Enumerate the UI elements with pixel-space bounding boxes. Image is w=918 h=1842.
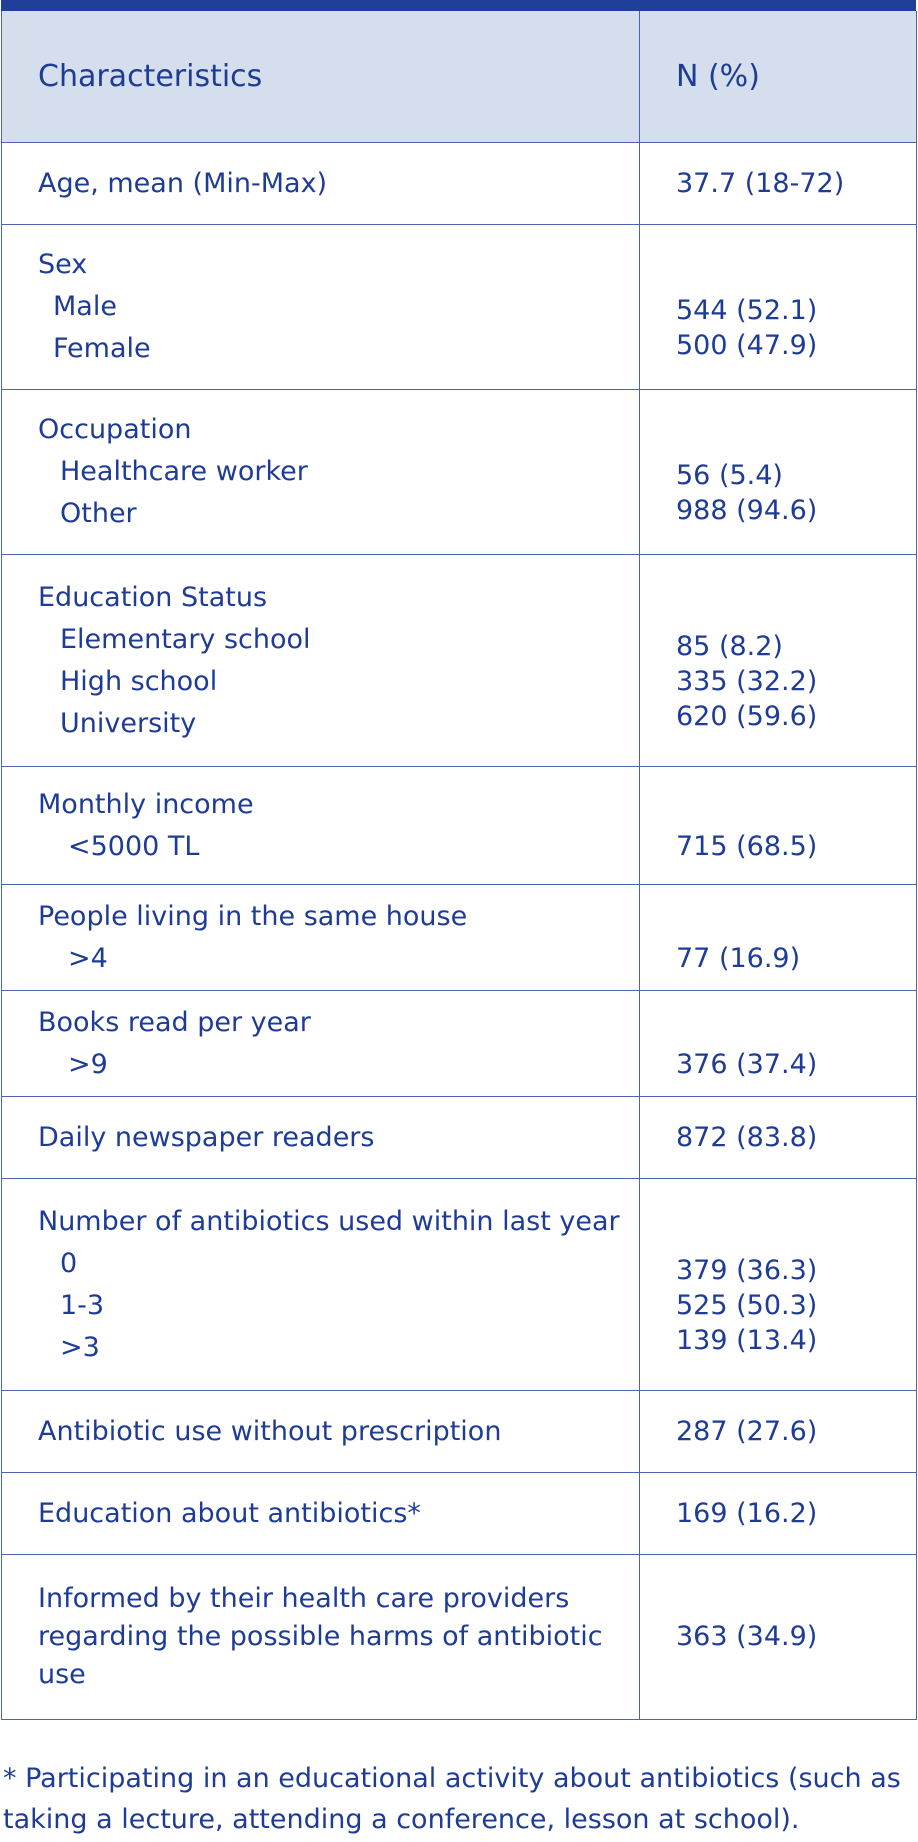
characteristics-table (1, 0, 916, 1720)
table-row (2, 555, 917, 767)
group-title-monthly-income: Monthly income (38, 788, 254, 820)
table-row (2, 1179, 917, 1391)
value-elementary-school: 85 (8.2) (676, 631, 783, 662)
value-female: 500 (47.9) (676, 330, 818, 361)
row-values-antibiotics-count (640, 1179, 917, 1391)
sub-item-high-school: High school (60, 665, 218, 697)
table-row (2, 1473, 917, 1555)
row-values-people-living (640, 885, 917, 991)
row-label-education-status (2, 555, 640, 767)
group-title-antibiotics-count: Number of antibiotics used within last year (38, 1205, 620, 1237)
header-row (2, 11, 917, 143)
row-value-education-antibiotics: 169 (16.2) (640, 1473, 917, 1555)
row-label-sex (2, 225, 640, 390)
row-label-age: Age, mean (Min-Max) (2, 143, 640, 225)
value-healthcare-worker: 56 (5.4) (676, 460, 783, 491)
table-row (2, 885, 917, 991)
value-people-over-4: 77 (16.9) (676, 943, 801, 974)
row-values-monthly-income (640, 767, 917, 885)
row-values-occupation (640, 390, 917, 555)
row-label-books-read (2, 991, 640, 1097)
table-top-bar (1, 0, 916, 11)
footnote-line-1: * Participating in an educational activity about antibiotics (such as (3, 1763, 901, 1794)
table-row (2, 390, 917, 555)
informed-line-1: Informed by their health care providers (38, 1583, 570, 1614)
header-n-percent: N (%) (640, 11, 917, 143)
footnote-line-2: taking a lecture, attending a conference, lesson at school). (3, 1804, 800, 1835)
row-values-books-read (640, 991, 917, 1097)
informed-line-3: use (38, 1659, 86, 1690)
group-title-people-living: People living in the same house (38, 900, 468, 932)
value-university: 620 (59.6) (676, 701, 818, 732)
table-row (2, 1097, 917, 1179)
group-title-occupation: Occupation (38, 414, 192, 445)
sub-item-people-over-4: >4 (68, 942, 108, 974)
table-row (2, 991, 917, 1097)
sub-item-female: Female (53, 333, 151, 364)
footnote (3, 1758, 903, 1840)
header-characteristics: Characteristics (2, 11, 640, 143)
table-row (2, 767, 917, 885)
value-over-three: 139 (13.4) (676, 1325, 818, 1356)
table-row (2, 225, 917, 390)
sub-item-university: University (60, 707, 197, 739)
row-label-occupation (2, 390, 640, 555)
sub-item-one-to-three: 1-3 (60, 1289, 105, 1321)
sub-item-male: Male (53, 291, 117, 322)
sub-item-elementary-school: Elementary school (60, 623, 311, 655)
row-value-informed-by-providers: 363 (34.9) (640, 1555, 917, 1720)
row-value-daily-newspaper: 872 (83.8) (640, 1097, 917, 1179)
row-label-without-prescription: Antibiotic use without prescription (2, 1391, 640, 1473)
sub-item-zero: 0 (60, 1247, 78, 1279)
value-income-under-5000: 715 (68.5) (676, 831, 818, 862)
row-label-informed-by-providers (2, 1555, 640, 1720)
sub-item-other: Other (60, 498, 137, 529)
row-value-without-prescription: 287 (27.6) (640, 1391, 917, 1473)
table-row (2, 1555, 917, 1720)
sub-item-income-under-5000: <5000 TL (68, 830, 200, 862)
value-other: 988 (94.6) (676, 495, 818, 526)
row-values-education-status (640, 555, 917, 767)
informed-line-2: regarding the possible harms of antibiotic (38, 1621, 603, 1652)
row-label-people-living (2, 885, 640, 991)
sub-item-healthcare-worker: Healthcare worker (60, 456, 308, 487)
table-row (2, 1391, 917, 1473)
group-title-books-read: Books read per year (38, 1006, 311, 1038)
group-title-sex: Sex (38, 249, 88, 280)
row-values-sex (640, 225, 917, 390)
row-label-antibiotics-count (2, 1179, 640, 1391)
value-one-to-three: 525 (50.3) (676, 1290, 818, 1321)
value-male: 544 (52.1) (676, 295, 818, 326)
sub-item-over-three: >3 (60, 1331, 100, 1363)
row-label-monthly-income (2, 767, 640, 885)
row-label-daily-newspaper: Daily newspaper readers (2, 1097, 640, 1179)
row-value-age: 37.7 (18-72) (640, 143, 917, 225)
value-zero: 379 (36.3) (676, 1255, 818, 1286)
group-title-education-status: Education Status (38, 581, 268, 613)
row-label-education-antibiotics: Education about antibiotics* (2, 1473, 640, 1555)
value-high-school: 335 (32.2) (676, 666, 818, 697)
sub-item-books-over-9: >9 (68, 1048, 108, 1080)
data-table (1, 11, 917, 1720)
table-row (2, 143, 917, 225)
value-books-over-9: 376 (37.4) (676, 1049, 818, 1080)
